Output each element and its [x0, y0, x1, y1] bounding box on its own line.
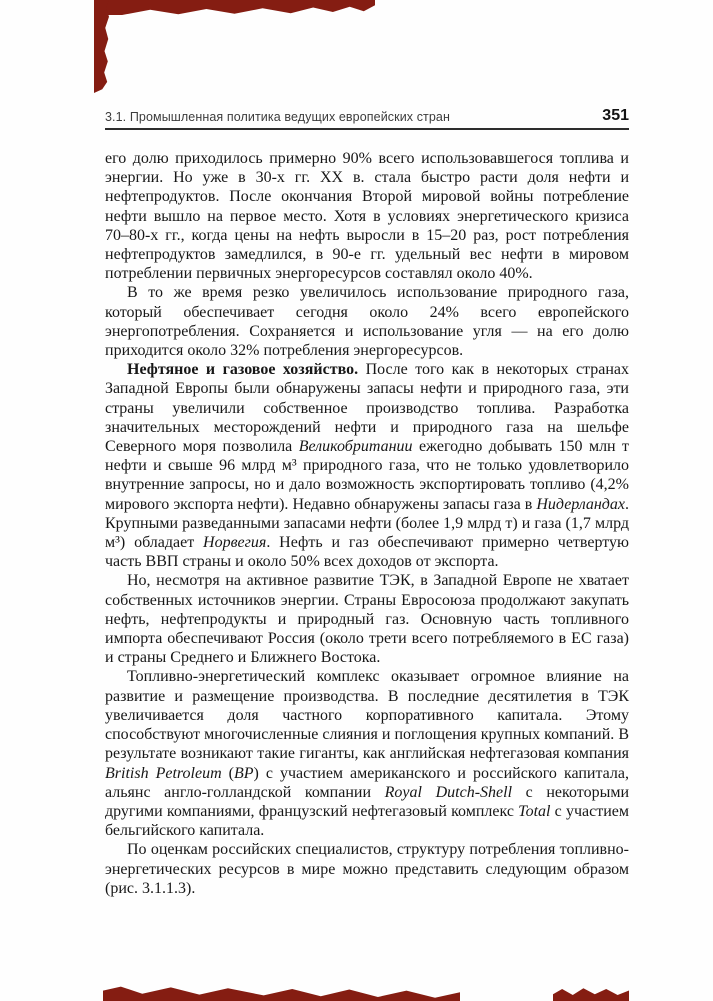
scan-artifact-bottom-right: [553, 986, 629, 1001]
page-number: 351: [602, 107, 629, 124]
page-content: [105, 108, 629, 898]
scan-artifact-left: [94, 0, 109, 93]
scan-artifact-bottom-left: [103, 985, 460, 1001]
running-header: [105, 108, 629, 124]
header-rule: [105, 128, 629, 130]
paragraph: Топливно-энергетический комплекс оказывает огромное влияние на развитие и размещение производства. В последние десятилетия в ТЭК увеличивается доля частного корпоративного капитала. Этому способствуют многочисленные слияния и поглощения крупных компаний. В результате возникают такие гиганты, как английская нефтегазовая компания British Petroleum (BP) с участием американского и российского капитала, альянс англо-голландской компании Royal Dutch-Shell с некоторыми другими компаниями, французский нефтегазовый комплекс Total с участием бельгийского капитала.: [105, 668, 630, 840]
paragraph: его долю приходилось примерно 90% всего использовавшегося топлива и энергии. Но уже в 30-х гг. XX в. стала быстро расти доля нефти и нефтепродуктов. После окончания Второй мировой войны потребление нефти вышло на первое место. Хотя в условиях энергетического кризиса 70–80-х гг., когда цены на нефть выросли в 15–20 раз, рост потребления нефтепродуктов замедлился, в 90-е гг. удельный вес нефти в мировом потреблении первичных энергоресурсов составлял около 40%.: [105, 150, 629, 283]
paragraph: В то же время резко увеличилось использование природного газа, который обеспечивает сегодня около 24% всего европейского энергопотребления. Сохраняется и использование угля — на его долю приходится около 32% потребления энергоресурсов.: [105, 284, 629, 360]
text-block: [105, 149, 629, 898]
paragraph: По оценкам российских специалистов, структуру потребления топливно-энергетических ресурсов в мире можно представить следующим образом (рис. 3.1.1.3).: [105, 841, 629, 897]
running-header-title: 3.1. Промышленная политика ведущих европейских стран: [105, 110, 450, 124]
paragraph: Нефтяное и газовое хозяйство. После того как в некоторых странах Западной Европы были обнаружены запасы нефти и природного газа, эти страны увеличили собственное производство топлива. Разработка значительных месторождений нефти и природного газа на шельфе Северного моря позволила Великобритании ежегодно добывать 150 млн т нефти и свыше 96 млрд м³ природного газа, что не только удовлетворило внутренние запросы, но и дало возможность экспортировать топливо (4,2% мирового экспорта нефти). Недавно обнаружены запасы газа в Нидерландах. Крупными разведанными запасами нефти (более 1,9 млрд т) и газа (1,7 млрд м³) обладает Норвегия. Нефть и газ обеспечивают примерно четвертую часть ВВП страны и около 50% всех доходов от экспорта.: [105, 361, 629, 571]
paragraph: Но, несмотря на активное развитие ТЭК, в Западной Европе не хватает собственных источников энергии. Страны Евросоюза продолжают закупать нефть, нефтепродукты и природный газ. Основную часть топливного импорта обеспечивают Россия (около трети всего потребляемого в ЕС газа) и страны Среднего и Ближнего Востока.: [105, 572, 629, 667]
scan-artifact-top: [94, 0, 375, 15]
